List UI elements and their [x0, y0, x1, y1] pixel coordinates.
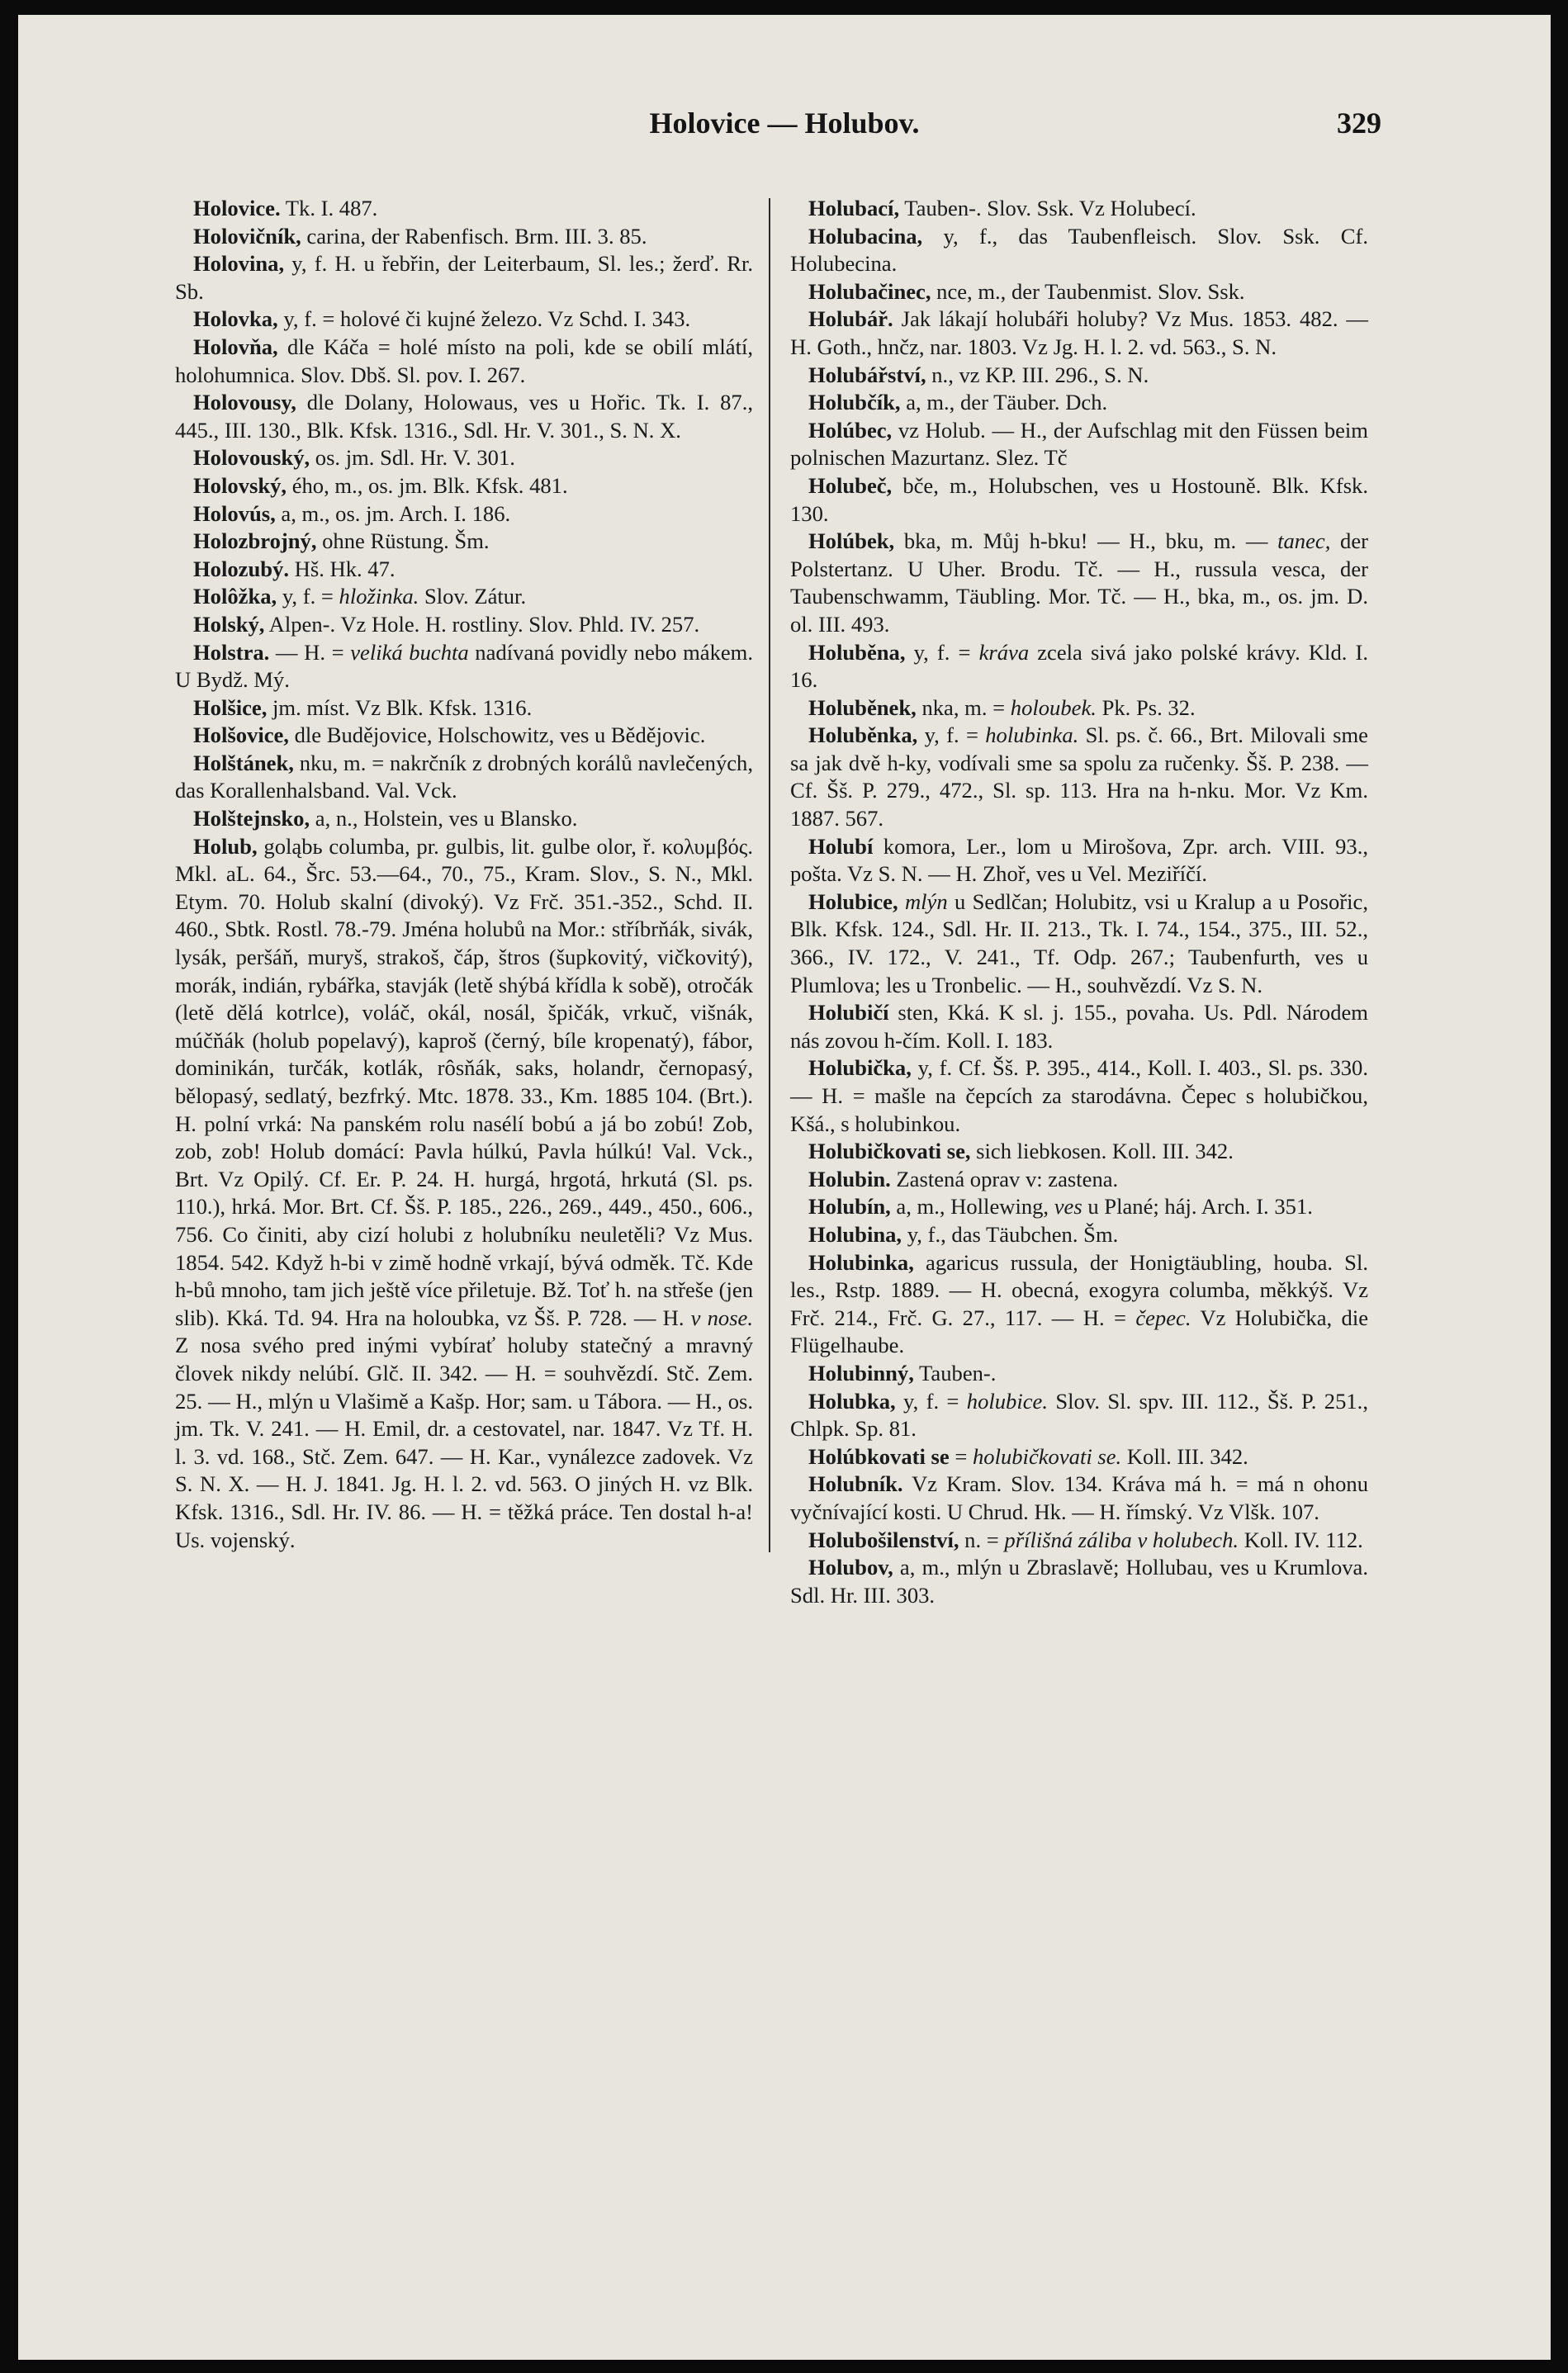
- entry-text: carina, der Rabenfisch. Brm. III. 3. 85.: [301, 223, 647, 249]
- entry-headword: Holubí: [808, 833, 874, 859]
- entry-headword: Holštánek,: [193, 750, 294, 775]
- entry-italic: holubinka.: [985, 722, 1079, 748]
- entry-text: dle Budějovice, Holschowitz, ves u Bědějovic.: [288, 722, 706, 748]
- column-divider: [769, 198, 770, 1552]
- entry-headword: Holubošilenství,: [808, 1527, 959, 1552]
- entry-headword: Holubářství,: [808, 362, 926, 387]
- dictionary-entry: [790, 362, 1368, 390]
- right-column: [790, 195, 1368, 1609]
- dictionary-entry: [175, 750, 753, 805]
- entry-headword: Holubací,: [808, 196, 900, 220]
- entry-text: Slov. Zátur.: [419, 584, 527, 609]
- entry-headword: Holstra.: [193, 639, 270, 665]
- entry-text: Tk. I. 487.: [280, 196, 378, 220]
- entry-text: Jak lákají holubáři holuby? Vz Mus. 1853. 482. — H. Goth., hnčz, nar. 1803. Vz Jg. H. l. 2. vd. 563., S. N.: [790, 306, 1368, 359]
- entry-text: Koll. III. 342.: [1121, 1443, 1248, 1469]
- dictionary-entry: [175, 306, 753, 334]
- dictionary-entry: [175, 833, 753, 1554]
- entry-headword: Holovousy,: [193, 390, 296, 415]
- left-column: [175, 195, 753, 1554]
- entry-headword: Holúbec,: [808, 417, 893, 443]
- entry-text: y, f., das Taubenfleisch. Slov. Ssk. Cf. Holubecina.: [790, 223, 1368, 277]
- entry-text: nka, m. =: [916, 694, 1011, 720]
- dictionary-entry: [790, 1054, 1368, 1138]
- entry-text: Vz Kram. Slov. 134. Kráva má h. = má n ohonu vyčnívající kosti. U Chrud. Hk. — H. římský. Vz Vlšk. 107.: [790, 1471, 1368, 1524]
- dictionary-entry: [790, 195, 1368, 223]
- entry-text: y, f., das Täubchen. Šm.: [902, 1221, 1119, 1247]
- entry-headword: Holubinka,: [808, 1249, 914, 1275]
- dictionary-entry: [175, 334, 753, 389]
- dictionary-entry: [790, 1471, 1368, 1526]
- entry-italic: holubice.: [966, 1388, 1048, 1414]
- entry-italic: hložinka.: [339, 584, 419, 609]
- dictionary-entry: [790, 888, 1368, 999]
- entry-text: =: [949, 1443, 973, 1469]
- entry-italic: mlýn: [904, 888, 948, 914]
- dictionary-entry: [175, 722, 753, 750]
- entry-text: Z nosa svého pred inými vybírať holuby statečný a mravný človek nikdy nelúbí. Glč. II. 342. — H. = souhvězdí. Stč. Zem. 25. — H., mlýn u Vlašimě a Kašp. Hor; sam. u Tábora. — H., os. jm. Tk. V. 241. — H. Emil, dr. a cestovatel, nar. 1847. Vz Tf. H. l. 3. vd. 168., Stč. Zem. 647. — H. Kar., vynálezce zadovek. Vz S. N. X. — H. J. 1841. Jg. H. l. 2. vd. 563. O jiných H. vz Blk. Kfsk. 1316., Sdl. Hr. IV. 86. — H. = těžká práce. Ten dostal h-a! Us. vojenský.: [175, 1333, 753, 1552]
- dictionary-entry: [175, 611, 753, 639]
- entry-text: a, m., Hollewing,: [890, 1194, 1054, 1220]
- entry-headword: Holubník.: [808, 1471, 903, 1497]
- entry-headword: Holuběna,: [808, 639, 906, 665]
- entry-italic: holubičkovati se.: [972, 1443, 1122, 1469]
- entry-italic: kráva: [978, 639, 1030, 665]
- dictionary-entry: [175, 472, 753, 500]
- entry-headword: Holovňa,: [193, 334, 278, 359]
- entry-text: jm. míst. Vz Blk. Kfsk. 1316.: [267, 694, 533, 720]
- dictionary-entry: [175, 223, 753, 251]
- entry-text: bče, m., Holubschen, ves u Hostouně. Blk. Kfsk. 130.: [790, 472, 1368, 526]
- dictionary-entry: [790, 999, 1368, 1054]
- dictionary-entry: [790, 833, 1368, 888]
- dictionary-entry: [175, 195, 753, 223]
- entry-headword: Holštejnsko,: [193, 806, 310, 831]
- dictionary-entry: [175, 389, 753, 444]
- entry-text: sich liebkosen. Koll. III. 342.: [970, 1139, 1234, 1164]
- dictionary-entry: [790, 528, 1368, 638]
- dictionary-entry: [790, 278, 1368, 306]
- entry-text: y, f. =: [905, 639, 979, 665]
- entry-text: n., vz KP. III. 296., S. N.: [926, 362, 1149, 387]
- entry-headword: Holský,: [193, 611, 265, 637]
- dictionary-entry: [175, 250, 753, 306]
- dictionary-entry: [790, 417, 1368, 472]
- entry-text: y, f. = holové či kujné železo. Vz Schd. I. 343.: [277, 306, 691, 332]
- dictionary-entry: [790, 306, 1368, 361]
- entry-headword: Holovice.: [193, 196, 281, 220]
- entry-headword: Holúbkovati se: [808, 1443, 950, 1469]
- entry-italic: čepec.: [1135, 1305, 1191, 1330]
- entry-text: a, m., os. jm. Arch. I. 186.: [275, 500, 511, 526]
- entry-headword: Holubář.: [808, 306, 893, 332]
- entry-text: n. =: [959, 1527, 1005, 1552]
- entry-text: y, f. =: [277, 584, 339, 609]
- page-header: [18, 106, 1551, 155]
- dictionary-entry: [790, 472, 1368, 528]
- entry-text: os. jm. Sdl. Hr. V. 301.: [310, 445, 515, 471]
- entry-headword: Holubka,: [808, 1388, 896, 1414]
- entry-headword: Holubinný,: [808, 1360, 914, 1385]
- entry-headword: Holovina,: [193, 251, 285, 277]
- entry-headword: Holubov,: [808, 1555, 893, 1580]
- entry-text: y, f. Cf. Šš. P. 395., 414., Koll. I. 403., Sl. ps. 330. — H. = mašle na čepcích za starodávna. Čepec s holubičkou, Kšá., s holubinkou.: [790, 1055, 1368, 1136]
- entry-text: Vz Holubička, die Flügelhaube.: [790, 1305, 1369, 1358]
- entry-headword: Holúbek,: [808, 528, 895, 554]
- dictionary-entry: [790, 722, 1368, 832]
- entry-text: Koll. IV. 112.: [1239, 1527, 1363, 1552]
- entry-text: Tauben-.: [913, 1360, 997, 1385]
- dictionary-entry: [790, 1554, 1368, 1609]
- entry-headword: Holubičí: [808, 1000, 889, 1025]
- dictionary-entry: [175, 556, 753, 584]
- dictionary-entry: [790, 1527, 1368, 1555]
- entry-text: Zastená oprav v: zastena.: [890, 1166, 1119, 1191]
- dictionary-entry: [790, 1360, 1368, 1388]
- dictionary-entry: [790, 639, 1368, 694]
- entry-text: ohne Rüstung. Šm.: [316, 528, 490, 554]
- entry-text: a, m., mlýn u Zbraslavě; Hollubau, ves u Krumlova. Sdl. Hr. III. 303.: [790, 1555, 1368, 1608]
- dictionary-entry: [175, 639, 753, 694]
- entry-headword: Holubice,: [808, 888, 898, 914]
- entry-text: der Polstertanz. U Uher. Brodu. Tč. — H., russula vesca, der Taubenschwamm, Täubling. Mor. Tč. — H., bka, m., os. jm. D. ol. III. 493.: [790, 528, 1368, 637]
- dictionary-entry: [790, 1166, 1368, 1194]
- entry-headword: Holuběnka,: [808, 722, 918, 748]
- entry-italic: veliká buchta: [350, 639, 469, 665]
- entry-headword: Holovský,: [193, 472, 287, 498]
- entry-text: — H. =: [269, 639, 351, 665]
- entry-text: nku, m. = nakrčník z drobných korálů navlečených, das Korallenhalsband. Val. Vck.: [175, 750, 753, 803]
- running-title: Holovice — Holubov.: [649, 107, 920, 140]
- entry-text: zcela sivá jako polské krávy. Kld. I. 16.: [790, 639, 1368, 693]
- entry-text: sten, Kká. K sl. j. 155., povaha. Us. Pdl. Národem nás zovou h-čím. Koll. I. 183.: [790, 1000, 1368, 1053]
- entry-italic: tanec,: [1277, 528, 1331, 554]
- dictionary-entry: [790, 1193, 1368, 1221]
- dictionary-entry: [790, 1249, 1368, 1360]
- page-number: 329: [1337, 107, 1381, 140]
- entry-headword: Holubička,: [808, 1055, 912, 1081]
- dictionary-entry: [790, 694, 1368, 722]
- entry-text: bka, m. Můj h-bku! — H., bku, m. —: [894, 528, 1278, 554]
- dictionary-page: [18, 15, 1551, 2360]
- entry-headword: Holubačinec,: [808, 278, 931, 304]
- entry-text: Tauben-. Slov. Ssk. Vz Holubecí.: [899, 196, 1196, 220]
- entry-italic: přílišná záliba v holubech.: [1004, 1527, 1239, 1552]
- entry-italic: ves: [1054, 1194, 1082, 1220]
- entry-text: Hš. Hk. 47.: [289, 556, 396, 581]
- entry-text: agaricus russula, der Honigtäubling, houba. Sl. les., Rstp. 1889. — H. obecná, exogyra columba, měkkýš. Vz Frč. 214., Frč. G. 27., 117. — H. =: [790, 1249, 1368, 1330]
- entry-headword: Holuběnek,: [808, 694, 917, 720]
- entry-headword: Holubina,: [808, 1221, 902, 1247]
- dictionary-entry: [790, 1138, 1368, 1166]
- entry-headword: Holšice,: [193, 694, 268, 720]
- dictionary-entry: [790, 1388, 1368, 1443]
- entry-text: a, m., der Täuber. Dch.: [900, 390, 1108, 415]
- entry-headword: Holubín,: [808, 1194, 891, 1220]
- entry-headword: Holovka,: [193, 306, 278, 332]
- entry-headword: Holubeč,: [808, 472, 893, 498]
- dictionary-entry: [790, 223, 1368, 278]
- entry-headword: Holovouský,: [193, 445, 310, 471]
- entry-text: dle Káča = holé místo na poli, kde se obilí mlátí, holohumnica. Slov. Dbš. Sl. pov. I. 267.: [175, 334, 753, 387]
- entry-text: y, f. =: [895, 1388, 967, 1414]
- entry-text: y, f. =: [917, 722, 986, 748]
- entry-text: u Sedlčan; Holubitz, vsi u Kralup a u Posořic, Blk. Kfsk. 124., Sdl. Hr. II. 213., Tk. I. 74., 154., 375., III. 52., 366., IV. 172., V. 241., Tf. Odp. 267.; Taubenfurth, ves u Plumlova; les u Tronbelic. — H., souhvězdí. Vz S. N.: [790, 888, 1368, 997]
- entry-headword: Holozbrojný,: [193, 528, 317, 554]
- entry-text: Slov. Sl. spv. III. 112., Šš. P. 251., Chlpk. Sp. 81.: [790, 1388, 1368, 1442]
- dictionary-entry: [790, 1443, 1368, 1471]
- entry-headword: Holubin.: [808, 1166, 891, 1191]
- entry-headword: Holubacina,: [808, 223, 923, 249]
- entry-headword: Holubčík,: [808, 390, 901, 415]
- entry-text: goląbь columba, pr. gulbis, lit. gulbe olor, ř. κολυμβός. Mkl. aL. 64., Šrc. 53.—64., 70., 75., Kram. Slov., S. N., Mkl. Etym. 70. Holub skalní (divoký). Vz Frč. 351.-352., Schd. II. 460., Sbtk. Rostl. 78.-79. Jména holubů na Mor.: stříbrňák, sivák, lysák, peršáň, muryš, strakoš, čáp, štros (šupkovitý, vičkovitý), morák, indián, rybářka, stavják (letě shýbá křídla k sobě), otročák (letě dělá kotrlce), voláč, okál, nosál, špičák, vrkuč, višnák, múčňák (holub popelavý), kaproš (černý, bíle kropenatý), fábor, dominikán, turčák, kotlák, rôsňák, saks, holandr, černopasý, bělopasý, sedlatý, bezfrký. Mtc. 1878. 33., Km. 1885 104. (Brt.). H. polní vrká: Na panském rolu nasélí bobú a já bo zobú! Zob, zob, zob! Holub domácí: Pavla húlkú, Pavla húlkú! Val. Vck., Brt. Vz Opilý. Cf. Er. P. 24. H. hurgá, hrgotá, hrkutá (Sl. ps. 110.), hrká. Mor. Brt. Cf. Šš. P. 185., 226., 269., 449., 450., 606., 756. Co činiti, aby cizí holubi z holubníku neuletěli? Vz Mus. 1854. 542. Když h-bi v zimě hodně vrkají, bývá odměk. Tč. Kde h-bů mnoho, tam jich ještě více přiletuje. Bž. Toť h. na střeše (jen slib). Kká. Td. 94. Hra na holoubka, vz Šš. P. 728. — H.: [175, 833, 753, 1330]
- entry-headword: Holovičník,: [193, 223, 301, 249]
- entry-text: a, n., Holstein, ves u Blansko.: [310, 806, 578, 831]
- dictionary-entry: [790, 389, 1368, 417]
- dictionary-entry: [175, 805, 753, 833]
- entry-text: y, f. H. u řebřin, der Leiterbaum, Sl. les.; žerď. Rr. Sb.: [175, 251, 753, 304]
- entry-headword: Holub,: [193, 833, 258, 859]
- dictionary-entry: [790, 1221, 1368, 1249]
- dictionary-entry: [175, 444, 753, 472]
- dictionary-entry: [175, 528, 753, 556]
- entry-italic: holoubek.: [1010, 694, 1097, 720]
- entry-headword: Holšovice,: [193, 722, 289, 748]
- dictionary-entry: [175, 583, 753, 611]
- dictionary-entry: [175, 694, 753, 722]
- entry-italic: v nose.: [690, 1305, 753, 1330]
- entry-text: nce, m., der Taubenmist. Slov. Ssk.: [931, 278, 1245, 304]
- dictionary-entry: [175, 500, 753, 528]
- entry-text: u Plané; háj. Arch. I. 351.: [1082, 1194, 1313, 1220]
- entry-text: komora, Ler., lom u Mirošova, Zpr. arch. VIII. 93., pošta. Vz S. N. — H. Zhoř, ves u Vel. Meziříčí.: [790, 833, 1368, 887]
- entry-headword: Holozubý.: [193, 556, 289, 581]
- entry-headword: Holôžka,: [193, 584, 277, 609]
- entry-text: vz Holub. — H., der Aufschlag mit den Füssen beim polnischen Mazurtanz. Slez. Tč: [790, 417, 1368, 471]
- entry-headword: Holovús,: [193, 500, 276, 526]
- entry-headword: Holubičkovati se,: [808, 1139, 971, 1164]
- entry-text: Pk. Ps. 32.: [1096, 694, 1196, 720]
- entry-text: nadívaná povidly nebo mákem. U Bydž. Mý.: [175, 639, 754, 693]
- entry-text: ého, m., os. jm. Blk. Kfsk. 481.: [287, 472, 568, 498]
- entry-text: dle Dolany, Holowaus, ves u Hořic. Tk. I. 87., 445., III. 130., Blk. Kfsk. 1316., Sdl. Hr. V. 301., S. N. X.: [175, 390, 753, 443]
- entry-text: Alpen-. Vz Hole. H. rostliny. Slov. Phld. IV. 257.: [264, 611, 700, 637]
- entry-text: [898, 889, 905, 914]
- entry-text: Sl. ps. č. 66., Brt. Milovali sme sa jak dvě h-ky, vodívali sme sa spolu za ručenky. Šš. P. 238. — Cf. Šš. P. 279., 472., Sl. sp. 113. Hra na h-nku. Mor. Vz Km. 1887. 567.: [790, 722, 1368, 831]
